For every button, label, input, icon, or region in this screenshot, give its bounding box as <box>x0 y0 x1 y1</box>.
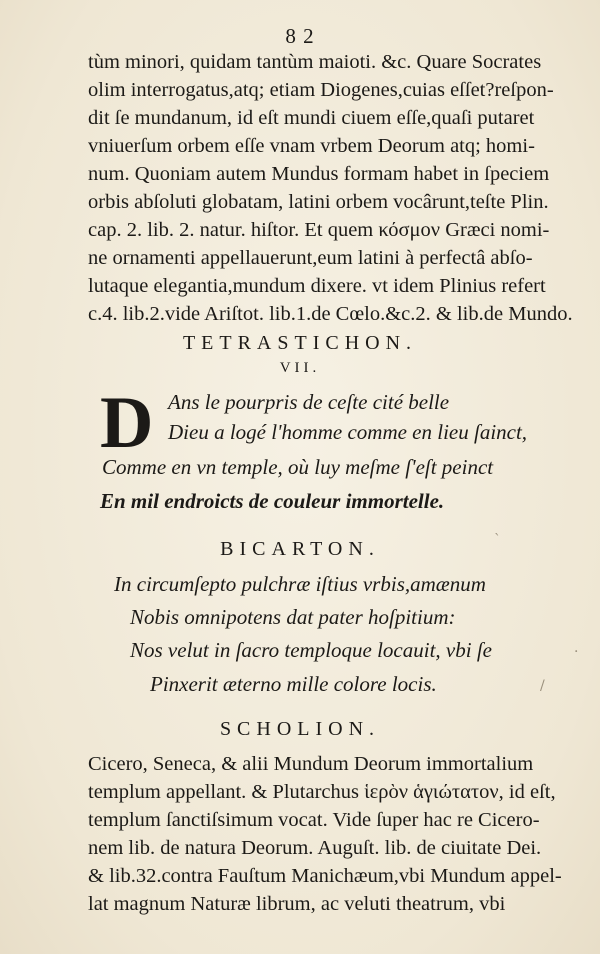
latin-verse-line: Nos velut in ſacro temploque locauit, vbi ſe <box>130 638 492 662</box>
heading-number: VII. <box>279 360 321 376</box>
text-line: & lib.32.contra Fauſtum Manichæum,vbi Mundum appel- <box>88 865 562 887</box>
french-verse-line: Dieu a logé l'homme comme en lieu ſainct, <box>168 420 528 444</box>
text-line: templum appellant. & Plutarchus ἱερὸν ἁγιώτατον, id eſt, <box>88 781 556 803</box>
text-line: num. Quoniam autem Mundus formam habet in ſpeciem <box>88 163 550 185</box>
ink-speck: · <box>574 644 579 660</box>
paragraph-main <box>88 48 576 328</box>
text-line: ne ornamenti appellauerunt,eum latini à perfectâ abſo- <box>88 247 533 269</box>
text-line: lutaque elegantia,mundum dixere. vt idem Plinius refert <box>88 275 546 297</box>
text-line: c.4. lib.2.vide Ariſtot. lib.1.de Cœlo.&c.2. & lib.de Mundo. <box>88 303 573 325</box>
french-verse-line: Ans le pourpris de ceſte cité belle <box>168 390 450 414</box>
heading-scholion: SCHOLION. <box>219 718 381 740</box>
text-line: cap. 2. lib. 2. natur. hiſtor. Et quem κόσμον Græci nomi- <box>88 219 550 241</box>
text-line: templum ſanctiſsimum vocat. Vide ſuper hac re Cicero- <box>88 809 540 831</box>
text-line: tùm minori, quidam tantùm maioti. &c. Quare Socrates <box>88 51 542 73</box>
text-line: orbis abſoluti globatam, latini orbem vocârunt,teſte Plin. <box>88 191 549 213</box>
heading-bicarton: BICARTON. <box>220 538 380 560</box>
latin-verse-line: Pinxerit æterno mille colore locis. <box>150 672 437 696</box>
french-verse-line: Comme en vn temple, où luy meſme ſ'eſt peinct <box>102 455 494 479</box>
latin-verse-line: Nobis omnipotens dat pater hoſpitium: <box>130 605 456 629</box>
text-line: Cicero, Seneca, & alii Mundum Deorum immortalium <box>88 753 534 775</box>
drop-cap: D <box>100 382 154 464</box>
heading-tetrastichon: TETRASTICHON. <box>182 332 418 354</box>
page-number: 8 2 <box>285 24 315 48</box>
paragraph-scholion <box>88 750 576 918</box>
ink-speck: ˋ <box>494 532 501 548</box>
text-line: dit ſe mundanum, id eſt mundi ciuem eſſe,quaſi putaret <box>88 107 535 129</box>
ink-speck: / <box>540 678 545 694</box>
text-line: nem lib. de natura Deorum. Auguſt. lib. de ciuitate Dei. <box>88 837 542 859</box>
text-line: lat magnum Naturæ librum, ac veluti theatrum, vbi <box>88 893 506 915</box>
french-verse-line: En mil endroicts de couleur immortelle. <box>100 489 445 513</box>
text-line: vniuerſum orbem eſſe vnam vrbem Deorum atq; homi- <box>88 135 535 157</box>
latin-verse-line: In circumſepto pulchræ iſtius vrbis,amænum <box>114 572 486 596</box>
text-line: olim interrogatus,atq; etiam Diogenes,cuias eſſet?reſpon- <box>88 79 554 101</box>
